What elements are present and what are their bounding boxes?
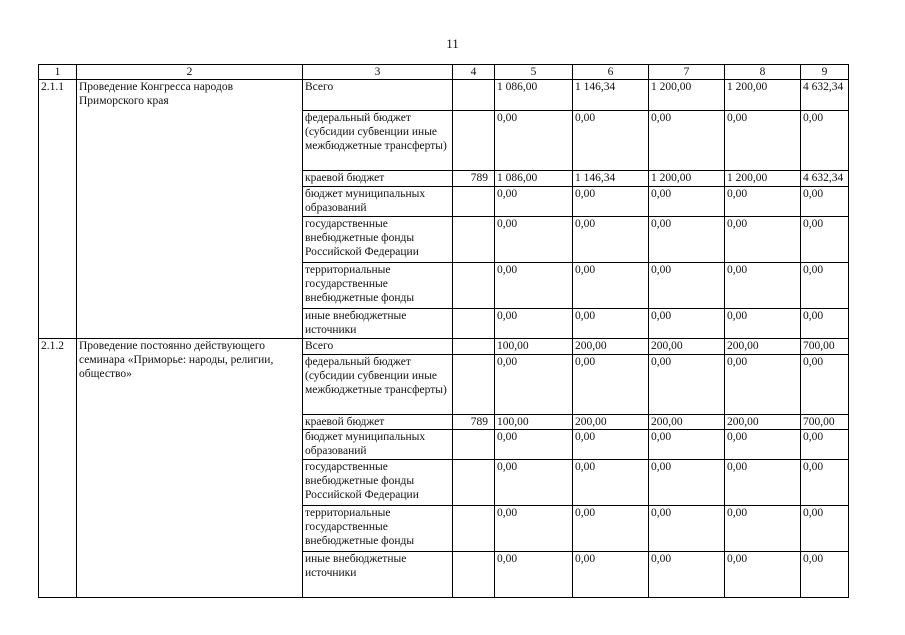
value-col6: 200,00 xyxy=(573,415,649,430)
value-col6: 0,00 xyxy=(573,263,649,309)
column-number: 5 xyxy=(495,65,573,80)
budget-code xyxy=(453,187,495,217)
budget-code xyxy=(453,355,495,415)
value-col8: 0,00 xyxy=(725,355,801,415)
value-col5: 1 086,00 xyxy=(495,80,573,111)
funding-source: федеральный бюджет (субсидии субвенции иные межбюджетные трансферты) xyxy=(303,111,453,171)
value-col5: 0,00 xyxy=(495,111,573,171)
value-col9: 0,00 xyxy=(801,430,849,460)
budget-code xyxy=(453,430,495,460)
value-col9: 4 632,34 xyxy=(801,171,849,187)
value-col5: 0,00 xyxy=(495,552,573,598)
value-col9: 700,00 xyxy=(801,339,849,355)
funding-source: государственные внебюджетные фонды Российской Федерации xyxy=(303,460,453,506)
value-col6: 200,00 xyxy=(573,339,649,355)
value-col8: 0,00 xyxy=(725,309,801,339)
funding-source: иные внебюджетные источники xyxy=(303,309,453,339)
value-col8: 1 200,00 xyxy=(725,171,801,187)
budget-code: 789 xyxy=(453,415,495,430)
value-col9: 4 632,34 xyxy=(801,80,849,111)
funding-source: краевой бюджет xyxy=(303,415,453,430)
value-col5: 0,00 xyxy=(495,430,573,460)
value-col8: 0,00 xyxy=(725,187,801,217)
value-col6: 0,00 xyxy=(573,187,649,217)
value-col7: 200,00 xyxy=(649,339,725,355)
column-number: 6 xyxy=(573,65,649,80)
item-number: 2.1.1 xyxy=(39,80,77,339)
value-col9: 0,00 xyxy=(801,355,849,415)
budget-code xyxy=(453,263,495,309)
value-col9: 0,00 xyxy=(801,187,849,217)
column-number: 1 xyxy=(39,65,77,80)
funding-source: территориальные государственные внебюджетные фонды xyxy=(303,263,453,309)
value-col7: 0,00 xyxy=(649,187,725,217)
page-number: 11 xyxy=(446,36,459,51)
funding-source: федеральный бюджет (субсидии субвенции иные межбюджетные трансферты) xyxy=(303,355,453,415)
value-col5: 0,00 xyxy=(495,355,573,415)
value-col8: 0,00 xyxy=(725,506,801,552)
value-col9: 0,00 xyxy=(801,552,849,598)
value-col6: 0,00 xyxy=(573,111,649,171)
budget-code xyxy=(453,460,495,506)
funding-source: территориальные государственные внебюджетные фонды xyxy=(303,506,453,552)
value-col6: 0,00 xyxy=(573,217,649,263)
funding-source: краевой бюджет xyxy=(303,171,453,187)
budget-code xyxy=(453,506,495,552)
value-col5: 0,00 xyxy=(495,309,573,339)
value-col8: 0,00 xyxy=(725,460,801,506)
value-col6: 0,00 xyxy=(573,460,649,506)
value-col9: 0,00 xyxy=(801,263,849,309)
value-col5: 0,00 xyxy=(495,506,573,552)
value-col8: 0,00 xyxy=(725,111,801,171)
table-row xyxy=(39,339,849,355)
value-col5: 100,00 xyxy=(495,339,573,355)
budget-code xyxy=(453,217,495,263)
value-col6: 0,00 xyxy=(573,355,649,415)
value-col7: 0,00 xyxy=(649,506,725,552)
value-col8: 0,00 xyxy=(725,217,801,263)
value-col6: 0,00 xyxy=(573,506,649,552)
value-col5: 0,00 xyxy=(495,217,573,263)
column-number: 4 xyxy=(453,65,495,80)
value-col8: 0,00 xyxy=(725,263,801,309)
value-col7: 0,00 xyxy=(649,430,725,460)
column-number: 2 xyxy=(77,65,303,80)
budget-code xyxy=(453,80,495,111)
value-col6: 1 146,34 xyxy=(573,171,649,187)
value-col7: 0,00 xyxy=(649,217,725,263)
value-col6: 0,00 xyxy=(573,552,649,598)
funding-source: иные внебюджетные источники xyxy=(303,552,453,598)
value-col5: 1 086,00 xyxy=(495,171,573,187)
value-col7: 0,00 xyxy=(649,355,725,415)
column-number: 9 xyxy=(801,65,849,80)
value-col6: 0,00 xyxy=(573,430,649,460)
funding-source: Всего xyxy=(303,339,453,355)
value-col7: 0,00 xyxy=(649,111,725,171)
column-number-row xyxy=(39,65,849,80)
table-row xyxy=(39,80,849,111)
value-col7: 200,00 xyxy=(649,415,725,430)
value-col7: 1 200,00 xyxy=(649,171,725,187)
value-col5: 0,00 xyxy=(495,460,573,506)
value-col6: 1 146,34 xyxy=(573,80,649,111)
budget-table xyxy=(38,64,849,598)
budget-code xyxy=(453,309,495,339)
budget-code xyxy=(453,339,495,355)
value-col7: 0,00 xyxy=(649,263,725,309)
value-col9: 0,00 xyxy=(801,111,849,171)
value-col7: 0,00 xyxy=(649,552,725,598)
budget-code xyxy=(453,552,495,598)
value-col9: 700,00 xyxy=(801,415,849,430)
value-col7: 0,00 xyxy=(649,309,725,339)
value-col5: 0,00 xyxy=(495,263,573,309)
column-number: 3 xyxy=(303,65,453,80)
item-name: Проведение Конгресса народов Приморского края xyxy=(77,80,303,339)
value-col7: 0,00 xyxy=(649,460,725,506)
budget-code: 789 xyxy=(453,171,495,187)
value-col8: 200,00 xyxy=(725,415,801,430)
funding-source: бюджет муниципальных образований xyxy=(303,187,453,217)
value-col8: 0,00 xyxy=(725,552,801,598)
column-number: 7 xyxy=(649,65,725,80)
value-col5: 0,00 xyxy=(495,187,573,217)
value-col8: 200,00 xyxy=(725,339,801,355)
funding-source: государственные внебюджетные фонды Российской Федерации xyxy=(303,217,453,263)
value-col8: 1 200,00 xyxy=(725,80,801,111)
value-col5: 100,00 xyxy=(495,415,573,430)
value-col7: 1 200,00 xyxy=(649,80,725,111)
budget-code xyxy=(453,111,495,171)
value-col6: 0,00 xyxy=(573,309,649,339)
value-col8: 0,00 xyxy=(725,430,801,460)
value-col9: 0,00 xyxy=(801,460,849,506)
item-name: Проведение постоянно действующего семинара «Приморье: народы, религии, общество» xyxy=(77,339,303,598)
funding-source: бюджет муниципальных образований xyxy=(303,430,453,460)
value-col9: 0,00 xyxy=(801,506,849,552)
column-number: 8 xyxy=(725,65,801,80)
funding-source: Всего xyxy=(303,80,453,111)
value-col9: 0,00 xyxy=(801,309,849,339)
value-col9: 0,00 xyxy=(801,217,849,263)
item-number: 2.1.2 xyxy=(39,339,77,598)
